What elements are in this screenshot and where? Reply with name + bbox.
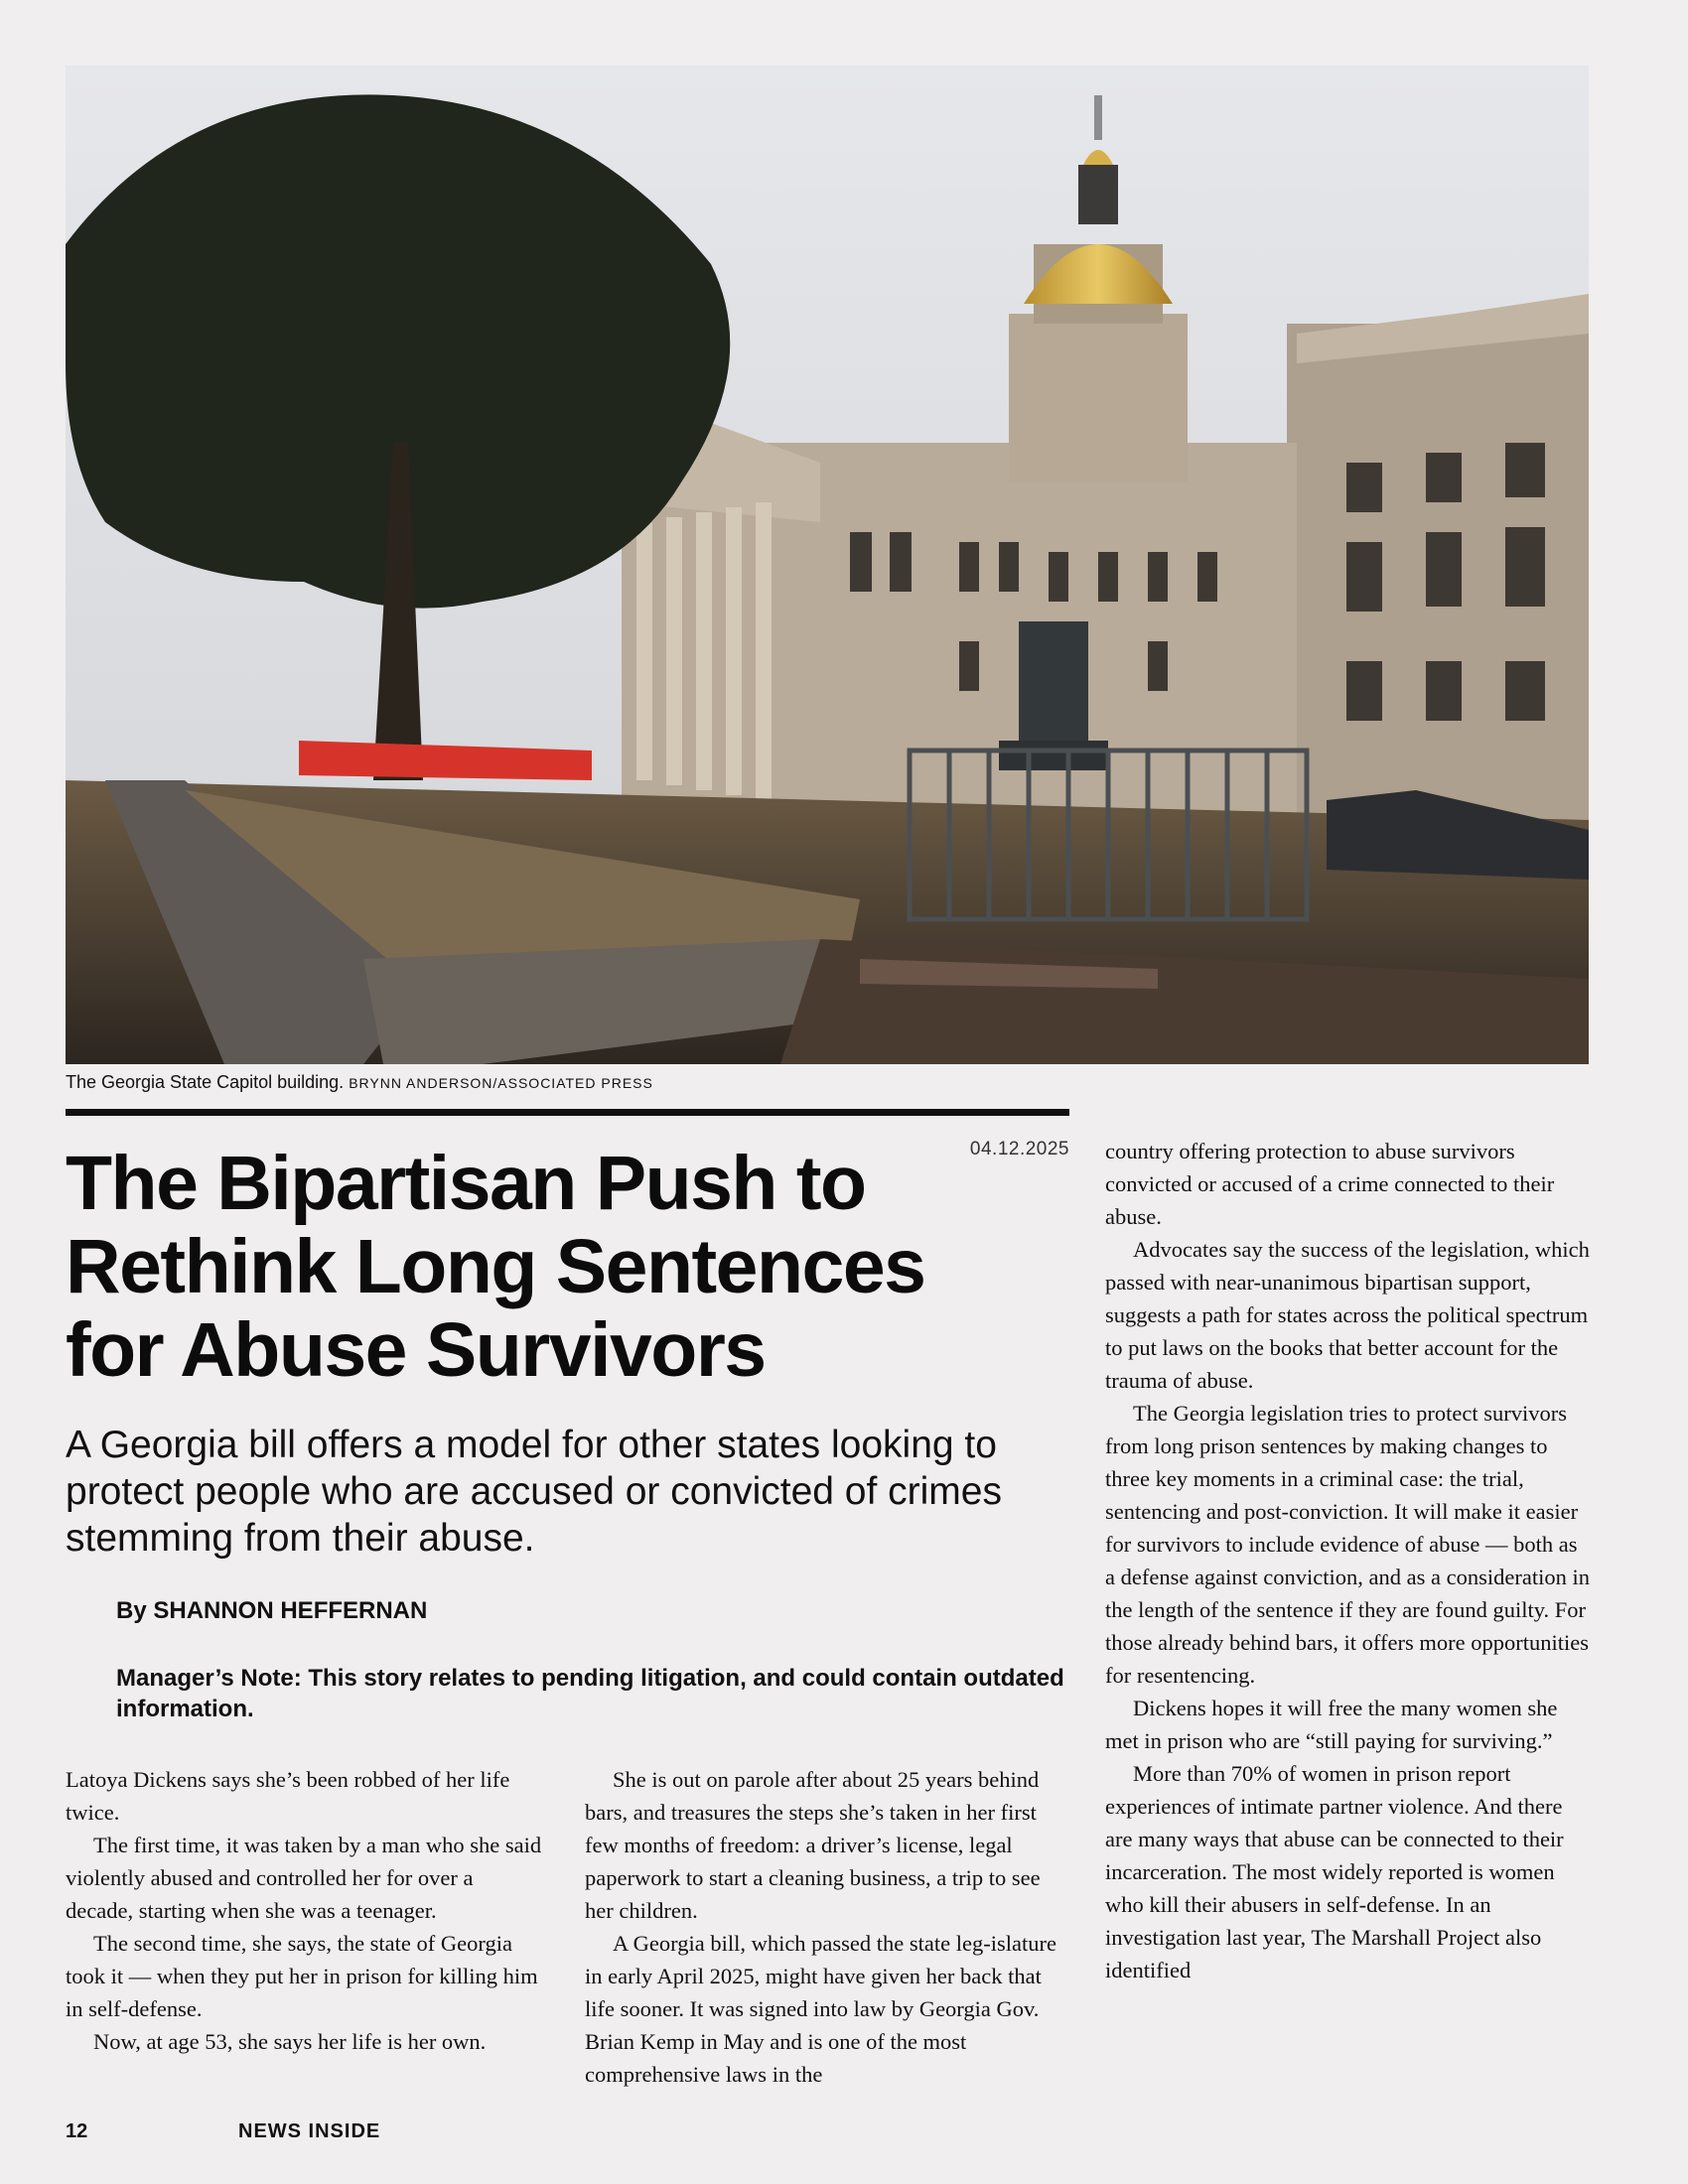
article-dek: A Georgia bill offers a model for other states looking to protect people who are accused or convicted of crimes stemming from their abuse. [66, 1424, 1002, 1560]
paragraph: A Georgia bill, which passed the state leg-islature in early April 2025, might have given her back that life sooner. It was signed into law by Georgia Gov. Brian Kemp in May and is one of the most comprehensive laws in the [585, 1931, 1056, 2087]
body-column-2 [585, 1763, 1061, 2091]
body-column-3 [1105, 1135, 1592, 1986]
paragraph: Dickens hopes it will free the many women she met in prison who are “still paying for surviving.” [1105, 1696, 1558, 1753]
paragraph: country offering protection to abuse survivors convicted or accused of a crime connected to their abuse. [1105, 1139, 1555, 1229]
section-name: NEWS INSIDE [238, 2120, 381, 2142]
page-number: 12 [66, 2120, 88, 2142]
headline-rule [66, 1109, 1069, 1116]
article-date: 04.12.2025 [969, 1139, 1069, 1160]
paragraph: Latoya Dickens says she’s been robbed of her life twice. [66, 1767, 510, 1825]
article-byline: By SHANNON HEFFERNAN [116, 1597, 428, 1624]
article-headline: The Bipartisan Push to Rethink Long Sentences for Abuse Survivors [66, 1141, 925, 1393]
paragraph: She is out on parole after about 25 years behind bars, and treasures the steps she’s taken in her first few months of freedom: a driver’s license, legal paperwork to start a cleaning business, a trip to see her children. [585, 1767, 1041, 1923]
paragraph: The first time, it was taken by a man who she said violently abused and controlled her for over a decade, starting when she was a teenager. [66, 1833, 542, 1923]
paragraph: The second time, she says, the state of Georgia took it — when they put her in prison for killing him in self-defense. [66, 1931, 538, 2021]
georgia-state-capitol-photo [66, 66, 1589, 1064]
paragraph: The Georgia legislation tries to protect survivors from long prison sentences by making changes to three key moments in a criminal case: the trial, sentencing and post-conviction. It will make it easier for survivors to include evidence of abuse — both as a defense against conviction, and as a consideration in the length of the sentence if they are found guilty. For those already behind bars, it offers more opportunities for resentencing. [1105, 1401, 1590, 1688]
paragraph: Now, at age 53, she says her life is her own. [93, 2029, 487, 2054]
photo-credit: BRYNN ANDERSON/ASSOCIATED PRESS [349, 1075, 653, 1091]
caption-text: The Georgia State Capitol building. [66, 1072, 345, 1092]
photo-caption [66, 1072, 653, 1093]
paragraph: More than 70% of women in prison report experiences of intimate partner violence. And there are many ways that abuse can be connected to their incarceration. The most widely reported is women who kill their abusers in self-defense. In an investigation last year, The Marshall Project also identified [1105, 1761, 1564, 1982]
body-column-1 [66, 1763, 542, 2058]
paragraph: Advocates say the success of the legislation, which passed with near-unanimous bipartisan support, suggests a path for states across the political spectrum to put laws on the books that better account for the trauma of abuse. [1105, 1237, 1590, 1393]
managers-note: Manager’s Note: This story relates to pending litigation, and could contain outdated information. [116, 1665, 1064, 1722]
